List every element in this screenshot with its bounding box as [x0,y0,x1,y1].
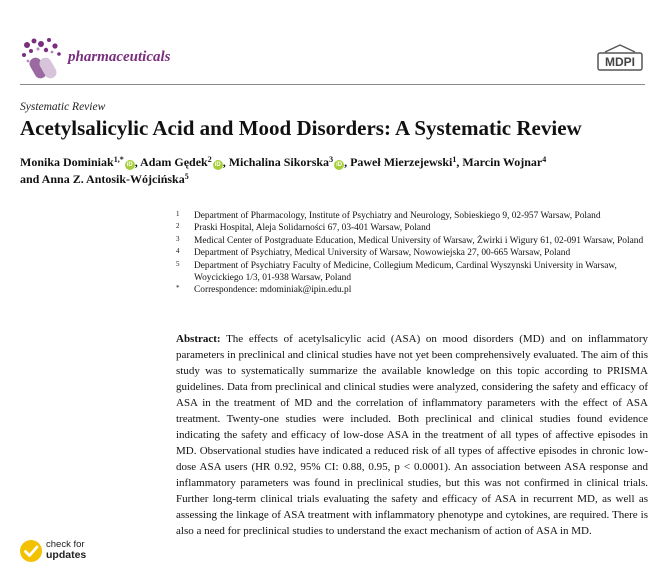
author[interactable]: and Anna Z. Antosik-Wójcińska$^5$ [20,172,189,186]
author-list: Monika Dominiak$^{1,*}$iD , Adam Gędek$^2$iD , Michalina Sikorska$^3$iD , Paweł Mierzejewski$^1$, Marcin Wojnar$^4$ and Anna Z. Antosik-Wójcińska$^5$ [20,155,547,186]
author[interactable]: Adam Gędek$^2$iD [140,155,221,169]
header-divider [20,84,645,85]
article-title: Acetylsalicylic Acid and Mood Disorders: A Systematic Review [20,116,582,140]
correspondence[interactable]: * Correspondence: mdominiak@ipin.edu.pl [176,284,352,296]
affiliation-item: 4 Department of Psychiatry, Medical University of Warsaw, Nowowiejska 27, 00-665 Warsaw, Poland [176,247,571,259]
publisher-logo-icon [595,44,645,72]
check-updates-line1: check for [46,539,85,550]
orcid-icon[interactable]: iD [214,162,221,168]
publisher-logo-text: MDPI [605,55,635,69]
orcid-icon[interactable]: iD [126,162,133,168]
abstract [176,331,648,539]
author[interactable]: Paweł Mierzejewski$^1$ [350,155,457,169]
affiliation-item: 5 Department of Psychiatry Faculty of Medicine, Collegium Medicum, Cardinal Wyszynski University in Warsaw, Woycickiego 1/3, 01-938 Warsaw, Poland [176,259,617,284]
affiliation-item: 1 Department of Pharmacology, Institute of Psychiatry and Neurology, Sobieskiego 9, 02-957 Warsaw, Poland [176,210,601,221]
orcid-icon[interactable]: iD [336,162,343,168]
affiliation-item: 3 Medical Center of Postgraduate Education, Medical University of Warsaw, Żwirki i Wigury 61, 02-091 Warsaw, Poland [176,234,644,246]
abstract-label: Abstract: [176,333,221,345]
abstract-text: The effects of acetylsalicylic acid (ASA) on mood disorders (MD) and on inflammatory parameters in preclinical and clinical studies have not yet been comprehensively evaluated. The aim of this study was to systematically summarize the available knowledge on this topic according to PRISMA guidelines. Data from preclinical and clinical studies were analyzed, considering the safety and efficacy of ASA in the treatment of MD and the correlation of inflammatory parameters with the effect of ASA treatment. Twenty-one studies were included. Both preclinical and clinical studies found evidence indicating the safety and efficacy of low-dose ASA in the treatment of all types of affective episodes in MD. Observational studies have indicated a reduced risk of all types of affective episodes in chronic low-dose ASA users (HR 0.92, 95% CI: 0.88, 0.95, p < 0.0001). An association between ASA response and inflammatory parameters was found in preclinical studies, but this was not confirmed in clinical trials. Further long-term clinical trials evaluating the safety and efficacy of ASA in recurrent MD, as well as assessing the linkage of ASA treatment with inflammatory phenotype and cytokines, are required. There is also a need for preclinical studies to understand the exact mechanism of action of ASA in MD. [176,333,648,537]
author[interactable]: Monika Dominiak$^{1,*}$iD [20,155,133,169]
author[interactable]: Michalina Sikorska$^3$iD [228,155,343,169]
check-updates-line2: updates [46,549,87,561]
journal-name: pharmaceuticals [68,49,171,65]
article-type: Systematic Review [20,101,106,113]
affiliation-item: 2 Praski Hospital, Aleja Solidarności 67, 03-401 Warsaw, Poland [176,222,431,234]
checkmark-icon [19,539,43,563]
journal-logo-icon [19,35,63,81]
check-for-updates-button[interactable] [19,539,109,565]
author[interactable]: Marcin Wojnar$^4$ [462,155,547,169]
affiliations [176,210,651,297]
